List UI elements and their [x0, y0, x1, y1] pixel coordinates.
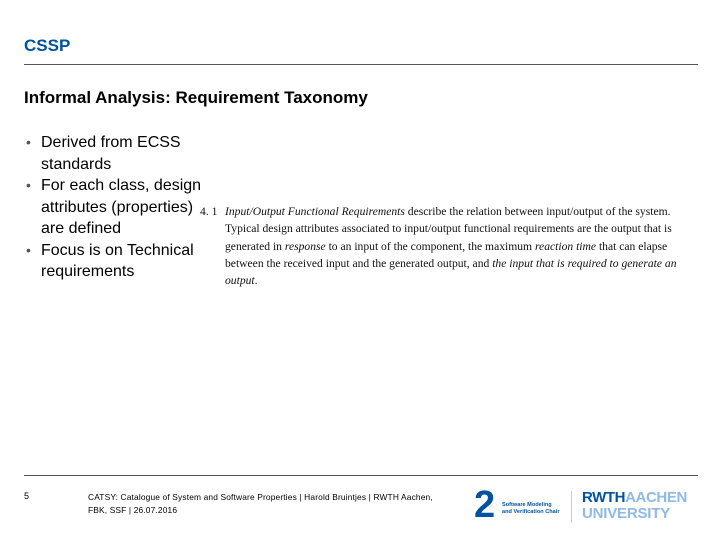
excerpt-number: 4. 1: [200, 205, 218, 218]
bullet-list: [24, 132, 204, 283]
bullet-item: [24, 175, 204, 240]
logo-label-line: Software Modeling: [502, 502, 552, 508]
page-number: 5: [24, 491, 30, 501]
logo-divider: [571, 491, 572, 523]
slide-title: Informal Analysis: Requirement Taxonomy: [24, 88, 368, 107]
standard-excerpt: [200, 203, 696, 289]
excerpt-emphasis: response: [284, 239, 326, 253]
bullet-icon: •: [26, 177, 31, 193]
excerpt-text: to an input of the component, the maximum: [325, 239, 535, 253]
logo-university-text: UNIVERSITY: [582, 505, 671, 522]
logo-label: [502, 502, 560, 516]
excerpt-text: describe the relation between input/output of the system. Typical design attributes associated to input/output functional requirements are the output that is generated in: [225, 205, 672, 253]
excerpt-text: .: [254, 274, 258, 288]
logo-numeral: 2: [474, 484, 496, 526]
bullet-icon: •: [26, 241, 31, 258]
rwth-logo: [582, 490, 700, 524]
excerpt-text: that can elapse between the received input and the generated output, and: [225, 239, 668, 270]
logo-aachen-text: AACHEN: [625, 489, 687, 506]
header-divider: [24, 64, 698, 65]
excerpt-emphasis: the input that is required to generate an output: [225, 256, 677, 288]
footer-citation: CATSY: Catalogue of System and Software Properties | Harold Bruintjes | RWTH Aachen, FBK, SSF | 26.07.2016: [88, 492, 433, 515]
header-title: CSSP: [24, 36, 71, 55]
logo-rwth-text: RWTH: [582, 489, 626, 506]
bullet-text: For each class, design attributes (properties) are defined: [41, 177, 202, 237]
excerpt-term: Input/Output Functional Requirements: [225, 205, 405, 218]
software-modeling-logo: [474, 484, 569, 526]
excerpt-emphasis: reaction time: [534, 239, 597, 253]
excerpt-body: [225, 203, 696, 289]
bullet-text: Focus is on Technical requirements: [41, 241, 194, 280]
bullet-item: [24, 132, 204, 175]
logo-label-line: and Verification Chair: [502, 509, 560, 515]
bullet-item: [24, 240, 204, 283]
bullet-icon: •: [26, 134, 31, 150]
bullet-text: Derived from ECSS standards: [41, 134, 181, 173]
footer-divider: [24, 475, 698, 476]
